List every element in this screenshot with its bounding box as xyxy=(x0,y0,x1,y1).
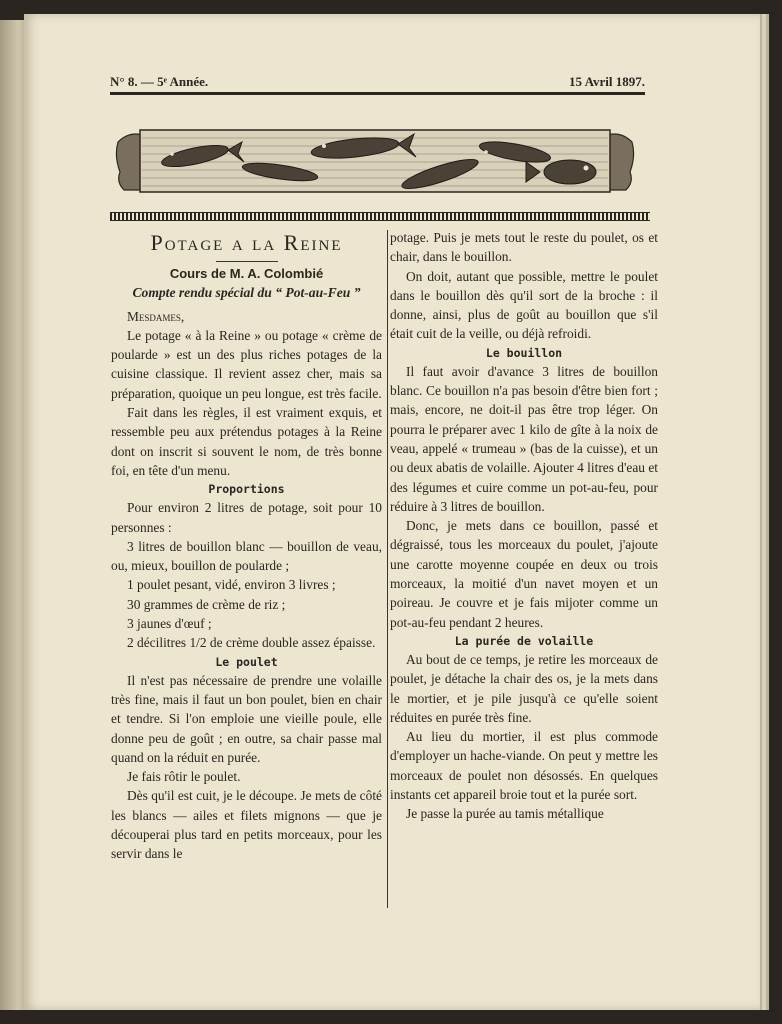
article-title: Potage a la Reine xyxy=(150,230,343,255)
section-heading-poulet: Le poulet xyxy=(215,654,278,669)
header-rule xyxy=(110,92,645,95)
list-item: 1 poulet pesant, vidé, environ 3 livres ; xyxy=(127,577,336,593)
paragraph: Pour environ 2 litres de potage, soit pour 10 personnes : xyxy=(111,500,382,535)
fish-engraving-icon xyxy=(110,112,640,200)
paragraph: Il faut avoir d'avance 3 litres de bouillon blanc. Ce bouillon n'a pas besoin d'être bien fort ; mais, encore, ne doit-il pas être trop léger. On pourra le préparer avec 1 kilo de gîte à la noix de veau, appelé « trumeau » (bas de la cuisse), et un ou deux abatis de volaille. Ajouter 4 litres d'eau et des légumes et cuire comme un pot-au-feu, pour réduire à 3 litres de bouillon. xyxy=(390,363,658,514)
paragraph: Au lieu du mortier, il est plus commode d'employer un hache-viande. On peut y mettre les morceaux de poulet non désossés. En quelques instants cet appareil broie tout et la purée sort. xyxy=(390,729,658,803)
paragraph: Dès qu'il est cuit, je le découpe. Je mets de côté les blancs — ailes et filets mignons — que je découperai plus tard en petits morceaux, pour les servir dans le xyxy=(111,788,382,862)
issue-date: 15 Avril 1897. xyxy=(569,74,645,89)
previous-page-edge xyxy=(0,20,26,1010)
list-item: 2 décilitres 1/2 de crème double assez épaisse. xyxy=(127,635,376,651)
ingredient-list xyxy=(111,537,382,653)
paragraph: Je fais rôtir le poulet. xyxy=(127,769,241,785)
column-divider xyxy=(387,230,388,908)
section-heading-proportions: Proportions xyxy=(208,482,285,497)
list-item: 3 jaunes d'œuf ; xyxy=(127,616,212,632)
salutation: Mesdames, xyxy=(127,308,185,324)
paragraph: Il n'est pas nécessaire de prendre une volaille très fine, mais il faut un bon poulet, bien en chair et tendre. Si l'on emploie une vieille poule, elle donne peu de goût ; en outre, sa chair passe mal quand on la réduit en purée. xyxy=(111,672,382,765)
column-right xyxy=(390,228,658,824)
ornamental-rule xyxy=(110,212,650,221)
paragraph: Le potage « à la Reine » ou potage « crème de poularde » est un des plus riches potages de la cuisine classique. Il revient assez cher, mais sa préparation, quoique un peu longue, est très facile. xyxy=(111,327,382,401)
list-item: 3 litres de bouillon blanc — bouillon de veau, ou, mieux, bouillon de poularde ; xyxy=(111,538,382,574)
title-rule xyxy=(216,261,278,262)
page-header xyxy=(110,74,645,90)
paragraph: Au bout de ce temps, je retire les morceaux de poulet, je détache la chair des os, je la mets dans le mortier, et je pile jusqu'à ce qu'elle soient réduites en purée très fine. xyxy=(390,651,658,725)
magazine-page xyxy=(24,14,760,1010)
paragraph: Je passe la purée au tamis métallique xyxy=(406,806,604,822)
paragraph: Fait dans les règles, il est vraiment exquis, et ressemble peu aux prétendus potages à la Reine dont on inscrit si souvent le nom, de très bonne foi, en tête d'un menu. xyxy=(111,405,382,478)
section-heading-bouillon: Le bouillon xyxy=(485,345,563,360)
article-subtitle: Cours de M. A. Colombié xyxy=(169,266,324,281)
issue-number: N° 8. — 5ᵉ Année. xyxy=(110,74,209,89)
section-heading-puree: La purée de volaille xyxy=(454,633,594,648)
paragraph: On doit, autant que possible, mettre le poulet dans le bouillon dès qu'il sort de la broche : il donne, ainsi, plus de goût au bouillon que s'il était cuit de la veille, ou déjà refroidi. xyxy=(390,268,658,342)
paragraph: Donc, je mets dans ce bouillon, passé et dégraissé, tous les morceaux du poulet, j'ajoute une carotte moyenne coupée en deux ou trois morceaux, la moitié d'un navet moyen et un poireau. Je couvre et je fais mijoter comme un pot-au-feu pendant 2 heures. xyxy=(390,518,658,630)
column-left xyxy=(111,228,382,864)
list-item: 30 grammes de crème de riz ; xyxy=(127,596,286,612)
article-byline: Compte rendu spécial du “ Pot-au-Feu ” xyxy=(132,285,361,301)
paragraph: potage. Puis je mets tout le reste du poulet, os et chair, dans le bouillon. xyxy=(390,230,658,265)
